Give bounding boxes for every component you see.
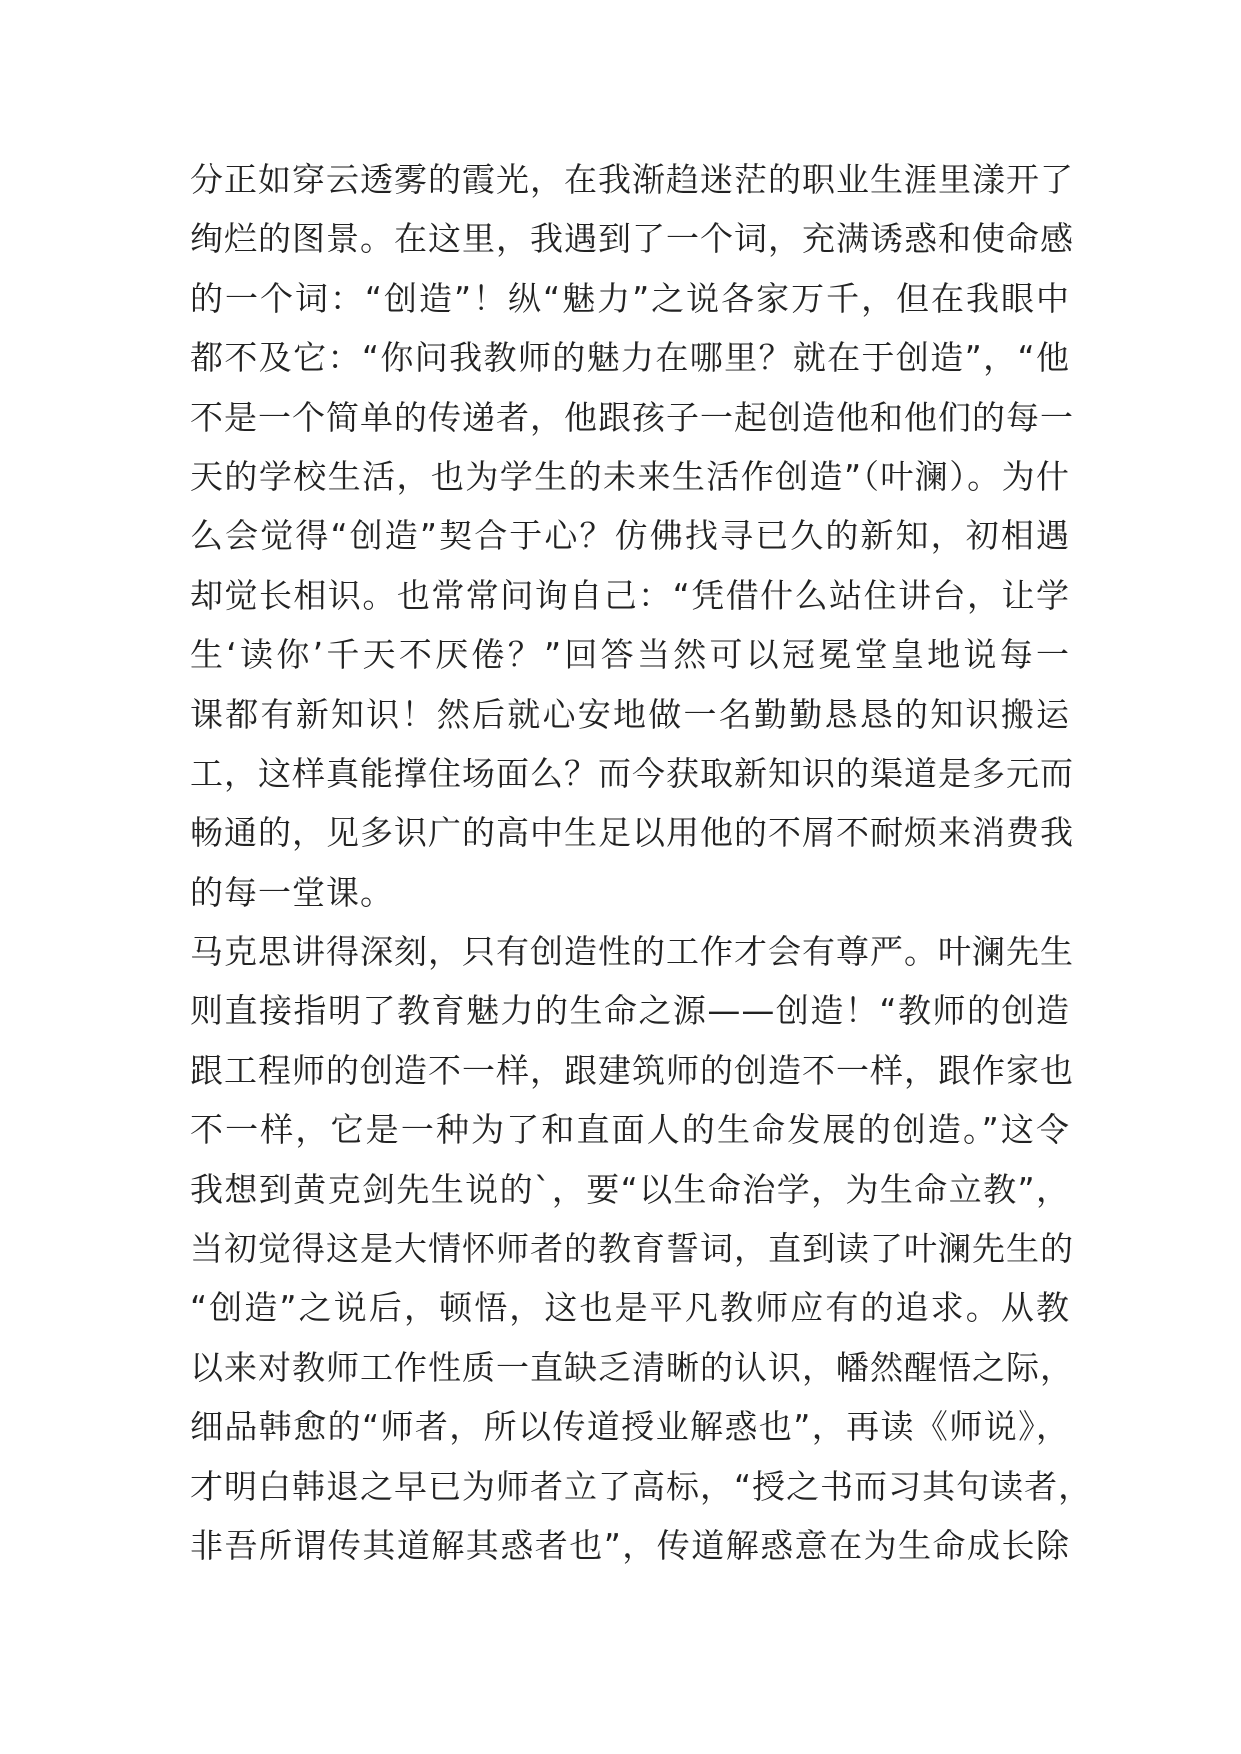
text-line: 非吾所谓传其道解其惑者也”，传道解惑意在为生命成长除 [190, 1525, 1070, 1565]
text-line: 的每一堂课。 [190, 872, 394, 912]
text-line: 分正如穿云透雾的霞光，在我渐趋迷茫的职业生涯里漾开了 [190, 160, 1074, 199]
text-line: 么会觉得“创造”契合于心？仿佛找寻已久的新知，初相遇 [190, 516, 1070, 556]
text-line: 细品韩愈的“师者，所以传道授业解惑也”，再读《师说》， [190, 1407, 1070, 1447]
text-line: 才明白韩退之早已为师者立了高标，“授之书而习其句读者， [190, 1466, 1093, 1506]
text-line: 不是一个简单的传递者，他跟孩子一起创造他和他们的每一 [190, 397, 1074, 437]
body-text [190, 150, 1093, 1575]
text-line: 课都有新知识！然后就心安地做一名勤勤恳恳的知识搬运 [190, 694, 1070, 734]
text-line: 天的学校生活，也为学生的未来生活作创造”（叶澜）。为什 [190, 456, 1070, 496]
text-line: 工，这样真能撑住场面么？而今获取新知识的渠道是多元而 [190, 753, 1074, 793]
text-line: 则直接指明了教育魅力的生命之源——创造！“教师的创造 [190, 991, 1070, 1031]
text-line: 跟工程师的创造不一样，跟建筑师的创造不一样，跟作家也 [190, 1050, 1074, 1090]
text-line: 我想到黄克剑先生说的`，要“以生命治学，为生命立教”， [190, 1169, 1070, 1209]
text-line: 的一个词：“创造”！纵“魅力”之说各家万千，但在我眼中 [190, 278, 1070, 318]
text-line: 以来对教师工作性质一直缺乏清晰的认识，幡然醒悟之际， [190, 1347, 1074, 1387]
text-line: 都不及它：“你问我教师的魅力在哪里？就在于创造”，“他 [190, 338, 1070, 378]
text-line: 当初觉得这是大情怀师者的教育誓词，直到读了叶澜先生的 [190, 1229, 1074, 1269]
text-line: 马克思讲得深刻，只有创造性的工作才会有尊严。叶澜先生 [190, 932, 1074, 972]
text-line: 却觉长相识。也常常问询自己：“凭借什么站住讲台，让学 [190, 575, 1070, 615]
text-line: 畅通的，见多识广的高中生足以用他的不屑不耐烦来消费我 [190, 813, 1074, 853]
text-line: “创造”之说后，顿悟，这也是平凡教师应有的追求。从教 [190, 1288, 1070, 1328]
text-line: 生‘读你’千天不厌倦？”回答当然可以冠冕堂皇地说每一 [190, 635, 1070, 675]
text-line: 不一样，它是一种为了和直面人的生命发展的创造。”这令 [190, 1110, 1070, 1150]
text-line: 绚烂的图景。在这里，我遇到了一个词，充满诱惑和使命感 [190, 219, 1074, 259]
